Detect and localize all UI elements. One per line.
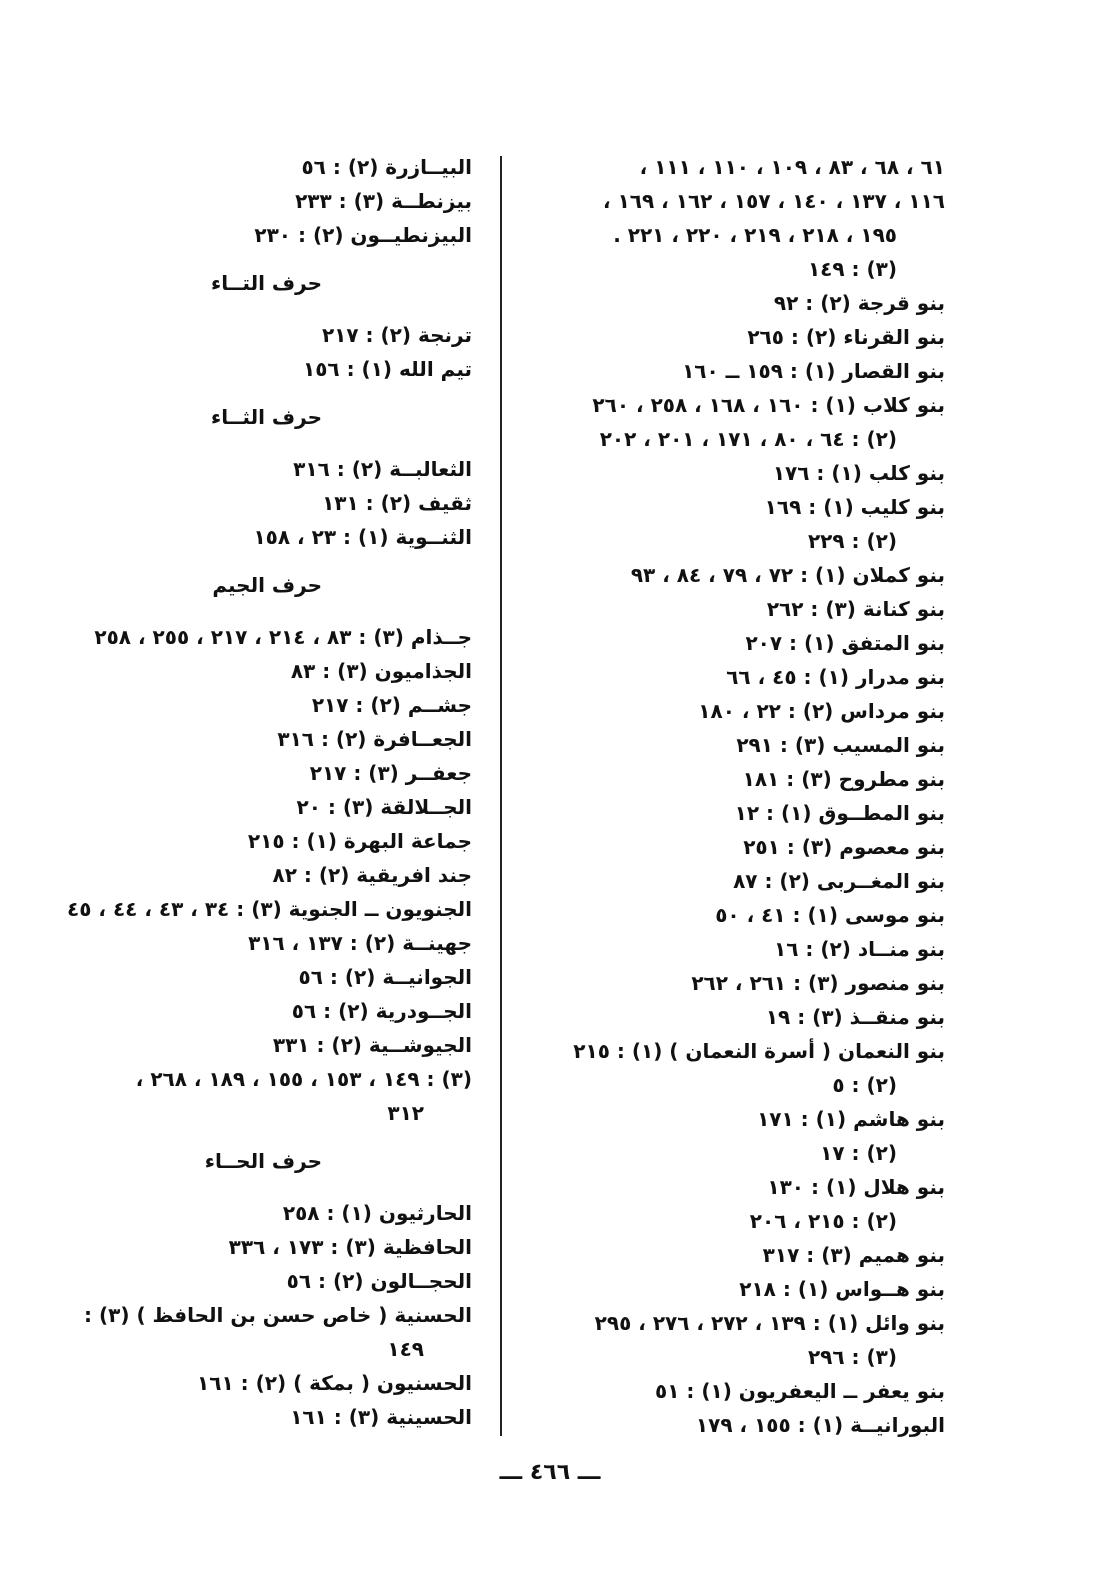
index-entry: جشــم (٢) : ٢١٧: [311, 693, 472, 717]
index-entry: الثنــوية (١) : ٢٣ ، ١٥٨: [253, 525, 472, 549]
index-entry: الجنويون ــ الجنوية (٣) : ٣٤ ، ٤٣ ، ٤٤ ، ٤٥: [66, 897, 472, 921]
letter-section-heading: حرف الجيم: [212, 573, 322, 597]
index-entry: بنو المطــوق (١) : ١٢: [734, 801, 945, 825]
index-entry: بنو القرناء (٢) : ٢٦٥: [747, 325, 945, 349]
index-entry: جهينــة (٢) : ١٣٧ ، ٣١٦: [248, 931, 472, 955]
index-entry: (٢) : ١٧: [820, 1141, 897, 1165]
letter-section-heading: حرف الثــاء: [211, 405, 322, 429]
page-number: ـــ ٤٦٦ ـــ: [499, 1460, 601, 1485]
index-entry: بنو كلب (١) : ١٧٦: [772, 461, 945, 485]
index-entry: بنو مرداس (٢) : ٢٢ ، ١٨٠: [698, 699, 945, 723]
index-entry: ١٩٥ ، ٢١٨ ، ٢١٩ ، ٢٢٠ ، ٢٢١ .: [613, 223, 897, 247]
index-entry: الحسينية (٣) : ١٦١: [290, 1405, 472, 1429]
index-entry: ترنجة (٢) : ٢١٧: [321, 323, 472, 347]
index-entry: ٦١ ، ٦٨ ، ٨٣ ، ١٠٩ ، ١١٠ ، ١١١ ،: [639, 155, 945, 179]
index-entry: البيــازرة (٢) : ٥٦: [301, 155, 472, 179]
index-entry: بنو هــواس (١) : ٢١٨: [739, 1277, 945, 1301]
index-entry: الجــلالقة (٣) : ٢٠: [296, 795, 472, 819]
index-entry: بنو كلاب (١) : ١٦٠ ، ١٦٨ ، ٢٥٨ ، ٢٦٠: [592, 393, 945, 417]
index-entry: بنو مطروح (٣) : ١٨١: [742, 767, 945, 791]
index-entry: تيم الله (١) : ١٥٦: [302, 357, 472, 381]
index-entry: بنو منقــذ (٣) : ١٩: [765, 1005, 945, 1029]
index-entry: (٢) : ٢٢٩: [807, 529, 897, 553]
index-column-right: [515, 150, 945, 1442]
index-entry: الثعالبــة (٢) : ٣١٦: [293, 457, 472, 481]
index-entry: الحارثيون (١) : ٢٥٨: [282, 1201, 472, 1225]
letter-section-heading: حرف الحــاء: [204, 1149, 322, 1173]
index-entry: بنو المتفق (١) : ٢٠٧: [745, 631, 945, 655]
index-entry: الجــودرية (٢) : ٥٦: [291, 999, 472, 1023]
index-entry: بنو هميم (٣) : ٣١٧: [762, 1243, 945, 1267]
index-entry: الجيوشــية (٢) : ٣٣١: [272, 1033, 472, 1057]
index-entry: بنو كليب (١) : ١٦٩: [764, 495, 945, 519]
letter-section-heading: حرف التــاء: [211, 271, 322, 295]
index-entry: (٣) : ١٤٩ ، ١٥٣ ، ١٥٥ ، ١٨٩ ، ٢٦٨ ،: [135, 1067, 472, 1091]
index-entry: بنو منــاد (٢) : ١٦: [774, 937, 945, 961]
index-entry: البورانيــة (١) : ١٥٥ ، ١٧٩: [695, 1413, 945, 1437]
index-entry: (٢) : ٢١٥ ، ٢٠٦: [749, 1209, 897, 1233]
index-entry: الحافظية (٣) : ١٧٣ ، ٣٣٦: [228, 1235, 472, 1259]
index-entry: بنو المسيب (٣) : ٢٩١: [736, 733, 945, 757]
index-entry: الجذاميون (٣) : ٨٣: [290, 659, 472, 683]
index-entry: الحسنية ( خاص حسن بن الحافظ ) (٣) :: [84, 1303, 472, 1327]
index-entry: بنو المغــربى (٢) : ٨٧: [733, 869, 945, 893]
index-entry: بنو كنانة (٣) : ٢٦٢: [766, 597, 945, 621]
index-entry: ١١٦ ، ١٣٧ ، ١٤٠ ، ١٥٧ ، ١٦٢ ، ١٦٩ ،: [603, 189, 945, 213]
index-entry: الجوانيــة (٢) : ٥٦: [298, 965, 472, 989]
index-entry: بنو القصار (١) : ١٥٩ ــ ١٦٠: [682, 359, 945, 383]
index-entry: الحجــالون (٢) : ٥٦: [286, 1269, 472, 1293]
index-entry: جند افريقية (٢) : ٨٢: [272, 863, 472, 887]
index-entry: بنو وائل (١) : ١٣٩ ، ٢٧٢ ، ٢٧٦ ، ٢٩٥: [594, 1311, 945, 1335]
index-entry: بنو منصور (٣) : ٢٦١ ، ٢٦٢: [691, 971, 945, 995]
index-entry: جــذام (٣) : ٨٣ ، ٢١٤ ، ٢١٧ ، ٢٥٥ ، ٢٥٨: [94, 625, 472, 649]
index-entry: بيزنطــة (٣) : ٢٣٣: [295, 189, 472, 213]
index-entry: (٣) : ١٤٩: [807, 257, 897, 281]
index-entry: البيزنطيــون (٢) : ٢٣٠: [254, 223, 472, 247]
index-entry: بنو هلال (١) : ١٣٠: [767, 1175, 945, 1199]
index-entry: بنو معصوم (٣) : ٢٥١: [743, 835, 945, 859]
index-entry: (٣) : ٢٩٦: [807, 1345, 897, 1369]
index-column-left: [42, 150, 472, 1434]
index-entry: ١٤٩: [387, 1337, 424, 1361]
index-entry: بنو موسى (١) : ٤١ ، ٥٠: [715, 903, 945, 927]
index-entry: بنو يعفر ــ اليعفريون (١) : ٥١: [654, 1379, 945, 1403]
index-entry: جعفــر (٣) : ٢١٧: [309, 761, 472, 785]
index-entry: ٣١٢: [387, 1101, 424, 1125]
index-entry: بنو مدرار (١) : ٤٥ ، ٦٦: [726, 665, 945, 689]
index-entry: الجعــافرة (٢) : ٣١٦: [277, 727, 472, 751]
column-divider: [500, 156, 502, 1436]
index-entry: بنو هاشم (١) : ١٧١: [757, 1107, 945, 1131]
index-entry: بنو كملان (١) : ٧٢ ، ٧٩ ، ٨٤ ، ٩٣: [630, 563, 945, 587]
index-entry: بنو قرجة (٢) : ٩٢: [773, 291, 945, 315]
index-entry: (٢) : ٦٤ ، ٨٠ ، ١٧١ ، ٢٠١ ، ٢٠٢: [599, 427, 897, 451]
index-entry: جماعة البهرة (١) : ٢١٥: [247, 829, 472, 853]
index-entry: بنو النعمان ( أسرة النعمان ) (١) : ٢١٥: [573, 1039, 945, 1063]
index-entry: (٢) : ٥: [832, 1073, 897, 1097]
index-entry: الحسنيون ( بمكة ) (٢) : ١٦١: [197, 1371, 472, 1395]
index-entry: ثقيف (٢) : ١٣١: [322, 491, 472, 515]
